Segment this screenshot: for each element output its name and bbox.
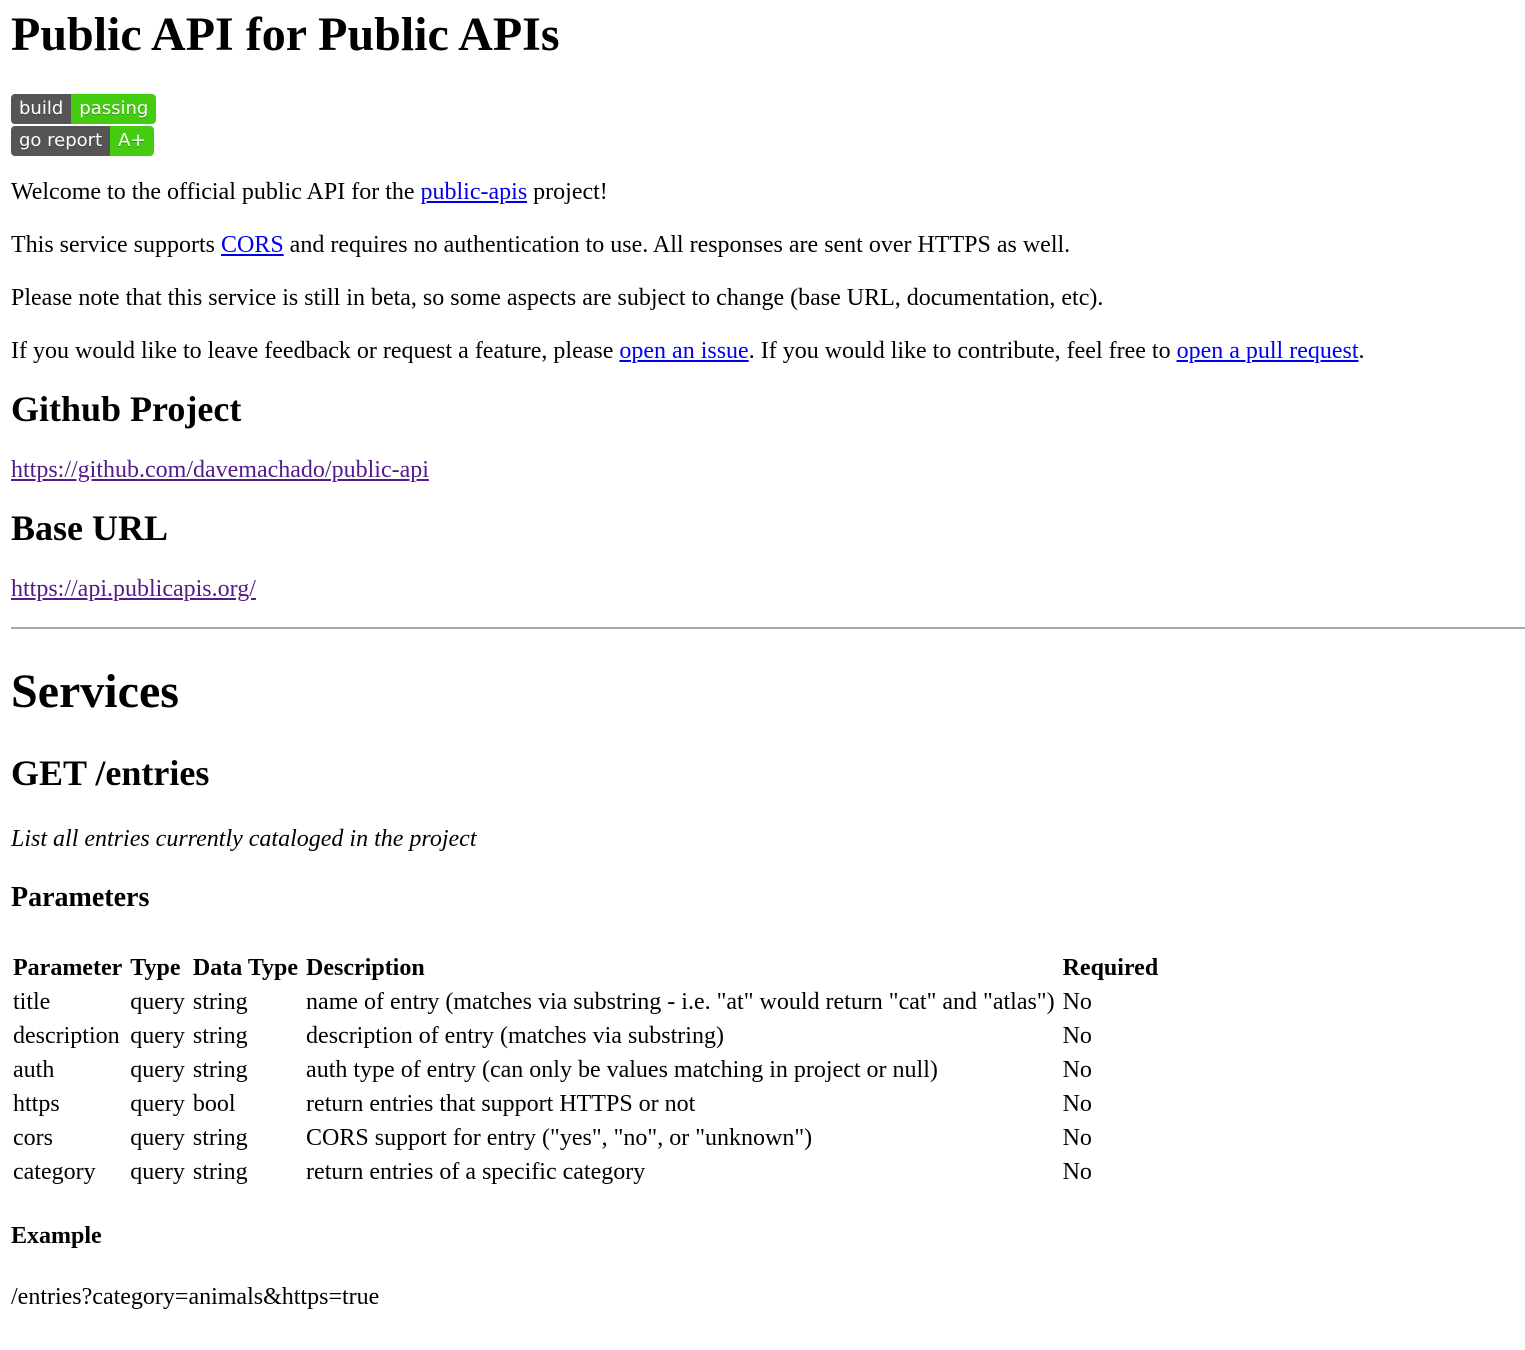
table-cell: return entries of a specific category (306, 1159, 646, 1185)
table-cell: description (13, 1023, 120, 1049)
table-row (11, 1155, 1160, 1189)
build-badge[interactable]: build passing (11, 94, 156, 124)
table-cell: auth (13, 1057, 55, 1083)
table-cell: query (130, 1023, 185, 1049)
table-cell: bool (192, 1091, 236, 1117)
table-row (11, 1053, 1160, 1087)
column-header: Data Type (192, 955, 299, 981)
base-url-heading: Base URL (11, 508, 169, 548)
table-cell: query (130, 1125, 185, 1151)
table-cell: string (192, 1125, 248, 1151)
cors-link[interactable]: CORS (220, 232, 284, 258)
table-cell: string (192, 989, 248, 1015)
table-cell: No (1062, 1023, 1092, 1049)
table-cell: No (1062, 989, 1092, 1015)
table-cell: category (13, 1159, 96, 1185)
open-pull-request-link[interactable]: open a pull request (1176, 338, 1359, 364)
table-cell: No (1062, 1091, 1092, 1117)
table-row (11, 985, 1160, 1019)
table-cell: query (130, 1091, 185, 1117)
table-cell: string (192, 1023, 248, 1049)
divider (11, 627, 1525, 629)
column-header: Required (1062, 955, 1159, 981)
table-cell: string (192, 1159, 248, 1185)
github-heading: Github Project (11, 389, 242, 429)
base-url-link[interactable]: https://api.publicapis.org/ (11, 576, 256, 602)
table-cell: CORS support for entry ("yes", "no", or "unknown") (306, 1125, 813, 1151)
column-header: Description (306, 955, 425, 981)
column-header: Type (130, 955, 181, 981)
cors-text: This service supports CORS and requires no authentication to use. All responses are sent over HTTPS as well. (11, 232, 1071, 258)
table-cell: description of entry (matches via substring) (306, 1023, 724, 1049)
table-cell: https (13, 1091, 60, 1117)
endpoint-summary: List all entries currently cataloged in the project (11, 826, 477, 852)
table-cell: auth type of entry (can only be values matching in project or null) (306, 1057, 938, 1083)
parameters-table (7, 951, 1164, 1189)
table-cell: No (1062, 1057, 1092, 1083)
column-header: Parameter (13, 955, 123, 981)
endpoint-heading: GET /entries (11, 753, 210, 793)
table-row (11, 1087, 1160, 1121)
table-cell: string (192, 1057, 248, 1083)
table-cell: No (1062, 1125, 1092, 1151)
table-cell: name of entry (matches via substring - i.e. "at" would return "cat" and "atlas") (306, 989, 1055, 1015)
table-cell: cors (13, 1125, 53, 1151)
open-issue-link[interactable]: open an issue (619, 338, 749, 364)
github-link[interactable]: https://github.com/davemachado/public-api (11, 457, 429, 483)
services-heading: Services (11, 665, 179, 718)
example-query: /entries?category=animals&https=true (11, 1284, 380, 1310)
parameters-heading: Parameters (11, 882, 150, 913)
table-cell: query (130, 1057, 185, 1083)
example-heading: Example (11, 1223, 102, 1249)
badges (11, 94, 1525, 156)
feedback-text: If you would like to leave feedback or request a feature, please open an issue. If you would like to contribute, feel free to open a pull request. (11, 338, 1365, 364)
table-cell: query (130, 1159, 185, 1185)
page-title: Public API for Public APIs (11, 8, 560, 61)
table-cell: return entries that support HTTPS or not (306, 1091, 696, 1117)
welcome-text: Welcome to the official public API for the public-apis project! (11, 179, 608, 205)
table-cell: query (130, 989, 185, 1015)
table-row (11, 1121, 1160, 1155)
public-apis-link[interactable]: public-apis (420, 179, 528, 205)
table-cell: No (1062, 1159, 1092, 1185)
table-cell: title (13, 989, 51, 1015)
beta-text: Please note that this service is still in beta, so some aspects are subject to change (base URL, documentation, etc). (11, 285, 1104, 311)
go-report-badge[interactable]: go report A+ (11, 126, 154, 156)
table-row (11, 1019, 1160, 1053)
